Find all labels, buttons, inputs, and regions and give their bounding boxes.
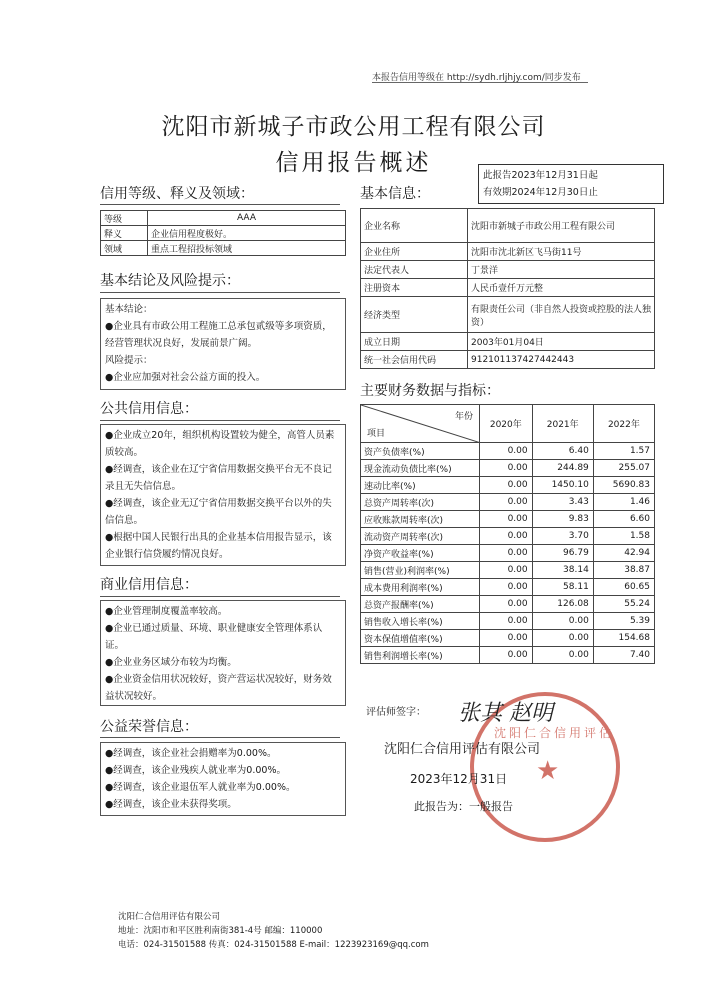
divider — [100, 292, 340, 293]
metric-name: 成本费用利润率(%) — [361, 579, 480, 596]
metric-value: 3.43 — [532, 494, 593, 511]
divider — [100, 596, 340, 597]
metric-value: 0.00 — [480, 545, 533, 562]
metric-value: 1450.10 — [532, 477, 593, 494]
metric-value: 244.89 — [532, 460, 593, 477]
conclusion-box — [100, 298, 346, 390]
metric-value: 5690.83 — [593, 477, 654, 494]
risk-item: ●企业应加强对社会公益方面的投入。 — [105, 372, 266, 383]
divider — [100, 204, 340, 205]
info-label: 统一社会信用代码 — [361, 351, 468, 369]
table-row — [361, 528, 655, 545]
info-label: 注册资本 — [361, 279, 468, 297]
top-note: 本报告信用等级在 http://sydh.rljhjy.com/同步发布 — [372, 73, 581, 83]
section-commerce-title: 商业信用信息： — [100, 577, 198, 593]
section-credit-title: 信用等级、释义及领域： — [100, 186, 254, 202]
section-public-title: 公共信用信息： — [100, 401, 198, 417]
list-item: ●经调查，该企业无辽宁省信用数据交换平台以外的失信信息。 — [105, 498, 332, 526]
metric-name: 资产负债率(%) — [361, 443, 480, 460]
table-row — [361, 630, 655, 647]
metric-value: 0.00 — [532, 613, 593, 630]
report-date: 2023年12月31日 — [410, 772, 508, 786]
table-row — [361, 405, 655, 443]
section-basic-title: 基本信息： — [360, 186, 430, 202]
table-row — [361, 333, 655, 351]
public-box — [100, 424, 346, 566]
year-header: 2022年 — [593, 405, 654, 443]
metric-value: 38.87 — [593, 562, 654, 579]
footer-contact: 电话：024-31501588 传真：024-31501588 E-mail：1223923169@qq.com — [118, 940, 429, 950]
metric-value: 58.11 — [532, 579, 593, 596]
metric-value: 3.70 — [532, 528, 593, 545]
info-value: 有限责任公司（非自然人投资或控股的法人独资） — [468, 297, 655, 333]
metric-value: 1.57 — [593, 443, 654, 460]
info-value: 912101137427442443 — [468, 351, 655, 369]
table-row — [361, 596, 655, 613]
table-row — [361, 297, 655, 333]
company-title: 沈阳市新城子市政公用工程有限公司 — [161, 114, 546, 140]
table-row — [361, 562, 655, 579]
section-conclusion-title: 基本结论及风险提示： — [100, 273, 240, 289]
info-value: 沈阳市沈北新区飞马街11号 — [468, 243, 655, 261]
metric-value: 38.14 — [532, 562, 593, 579]
footer-address: 地址：沈阳市和平区胜利南街381-4号 邮编：110000 — [118, 926, 323, 936]
metric-value: 96.79 — [532, 545, 593, 562]
metric-value: 0.00 — [480, 477, 533, 494]
welfare-box — [100, 742, 346, 816]
table-row — [361, 279, 655, 297]
metric-name: 销售(营业)利润率(%) — [361, 562, 480, 579]
list-item: ●企业资金信用状况较好，资产营运状况较好，财务效益状况较好。 — [105, 674, 332, 702]
risk-heading: 风险提示： — [105, 355, 153, 366]
table-row — [361, 351, 655, 369]
metric-value: 1.58 — [593, 528, 654, 545]
validity-end: 有效期2024年12月30日止 — [483, 187, 598, 198]
table-row — [361, 647, 655, 664]
conclusion-heading: 基本结论： — [105, 304, 153, 315]
metric-value: 0.00 — [480, 630, 533, 647]
grade-label: 等级 — [101, 211, 148, 226]
metric-value: 0.00 — [480, 562, 533, 579]
metric-value: 0.00 — [480, 443, 533, 460]
metric-value: 6.60 — [593, 511, 654, 528]
table-row — [361, 477, 655, 494]
signature-label: 评估师签字： — [366, 707, 426, 718]
table-row — [361, 613, 655, 630]
info-value: 沈阳市新城子市政公用工程有限公司 — [468, 209, 655, 243]
metric-value: 9.83 — [532, 511, 593, 528]
table-row — [361, 511, 655, 528]
conclusion-item: ●企业具有市政公用工程施工总承包贰级等多项资质，经营管理状况良好，发展前景广阔。 — [105, 321, 332, 349]
metric-value: 0.00 — [480, 613, 533, 630]
seal-text: 沈阳仁合信用评估 — [494, 726, 615, 740]
grade-value: AAA — [148, 211, 346, 226]
validity-start: 此报告2023年12月31日起 — [483, 170, 598, 181]
year-header: 2020年 — [480, 405, 533, 443]
metric-name: 现金流动负债比率(%) — [361, 460, 480, 477]
metric-value: 6.40 — [532, 443, 593, 460]
info-label: 企业住所 — [361, 243, 468, 261]
metric-name: 销售收入增长率(%) — [361, 613, 480, 630]
metric-value: 0.00 — [532, 647, 593, 664]
year-header: 2021年 — [532, 405, 593, 443]
divider — [100, 420, 340, 421]
metric-name: 资本保值增值率(%) — [361, 630, 480, 647]
header-year: 年份 — [454, 412, 473, 422]
metric-name: 流动资产周转率(次) — [361, 528, 480, 545]
validity-box — [478, 164, 664, 204]
metric-value: 55.24 — [593, 596, 654, 613]
field-value: 重点工程招投标领域 — [148, 241, 346, 256]
signature: 张其 赵明 — [458, 701, 553, 726]
metric-value: 0.00 — [480, 596, 533, 613]
metric-value: 0.00 — [480, 579, 533, 596]
list-item: ●根据中国人民银行出具的企业基本信用报告显示，该企业银行信贷履约情况良好。 — [105, 532, 332, 560]
metric-value: 7.40 — [593, 647, 654, 664]
footer-company: 沈阳仁合信用评估有限公司 — [118, 912, 221, 922]
top-note-rule — [372, 82, 588, 83]
table-row — [361, 209, 655, 243]
metric-value: 255.07 — [593, 460, 654, 477]
metric-name: 销售利润增长率(%) — [361, 647, 480, 664]
table-row — [361, 261, 655, 279]
list-item: ●经调查，该企业未获得奖项。 — [105, 799, 237, 810]
table-row — [361, 494, 655, 511]
section-finance-title: 主要财务数据与指标： — [360, 383, 500, 399]
metric-name: 速动比率(%) — [361, 477, 480, 494]
table-row — [361, 443, 655, 460]
grade-table — [100, 210, 346, 256]
metric-name: 应收账款周转率(次) — [361, 511, 480, 528]
metric-value: 42.94 — [593, 545, 654, 562]
report-title: 信用报告概述 — [275, 150, 432, 176]
metric-name: 净资产收益率(%) — [361, 545, 480, 562]
list-item: ●企业成立20年，组织机构设置较为健全，高管人员素质较高。 — [105, 430, 335, 458]
list-item: ●企业管理制度覆盖率较高。 — [105, 606, 228, 617]
metric-value: 0.00 — [532, 630, 593, 647]
info-value: 2003年01月04日 — [468, 333, 655, 351]
section-welfare-title: 公益荣誉信息： — [100, 719, 198, 735]
list-item: ●经调查，该企业残疾人就业率为0.00%。 — [105, 765, 286, 776]
star-icon: ★ — [536, 756, 560, 786]
table-row — [361, 243, 655, 261]
footer — [118, 910, 429, 952]
metric-value: 0.00 — [480, 460, 533, 477]
list-item: ●经调查，该企业社会捐赠率为0.00%。 — [105, 748, 277, 759]
commerce-box — [100, 600, 346, 706]
meaning-label: 释义 — [101, 226, 148, 241]
header-item: 项目 — [367, 429, 386, 439]
basic-info-table — [360, 208, 655, 369]
info-label: 企业名称 — [361, 209, 468, 243]
table-row — [361, 545, 655, 562]
metric-name: 总资产周转率(次) — [361, 494, 480, 511]
metric-value: 0.00 — [480, 647, 533, 664]
finance-header-corner — [361, 405, 480, 443]
info-label: 法定代表人 — [361, 261, 468, 279]
table-row — [361, 460, 655, 477]
evaluator-name: 沈阳仁合信用评估有限公司 — [384, 742, 541, 757]
info-value: 人民币壹仟万元整 — [468, 279, 655, 297]
metric-value: 126.08 — [532, 596, 593, 613]
info-value: 丁景洋 — [468, 261, 655, 279]
list-item: ●企业业务区域分布较为均衡。 — [105, 657, 237, 668]
metric-value: 0.00 — [480, 511, 533, 528]
info-label: 成立日期 — [361, 333, 468, 351]
divider — [100, 737, 340, 738]
metric-value: 154.68 — [593, 630, 654, 647]
list-item: ●企业已通过质量、环境、职业健康安全管理体系认证。 — [105, 623, 323, 651]
finance-table — [360, 404, 655, 664]
metric-value: 60.65 — [593, 579, 654, 596]
report-type: 此报告为：一般报告 — [414, 800, 513, 813]
meaning-value: 企业信用程度极好。 — [148, 226, 346, 241]
list-item: ●经调查，该企业退伍军人就业率为0.00%。 — [105, 782, 296, 793]
table-row — [101, 241, 346, 256]
field-label: 领域 — [101, 241, 148, 256]
metric-value: 1.46 — [593, 494, 654, 511]
metric-name: 总资产报酬率(%) — [361, 596, 480, 613]
table-row — [361, 579, 655, 596]
metric-value: 0.00 — [480, 528, 533, 545]
info-label: 经济类型 — [361, 297, 468, 333]
table-row — [101, 211, 346, 226]
metric-value: 5.39 — [593, 613, 654, 630]
metric-value: 0.00 — [480, 494, 533, 511]
list-item: ●经调查，该企业在辽宁省信用数据交换平台无不良记录且无失信信息。 — [105, 464, 332, 492]
table-row — [101, 226, 346, 241]
